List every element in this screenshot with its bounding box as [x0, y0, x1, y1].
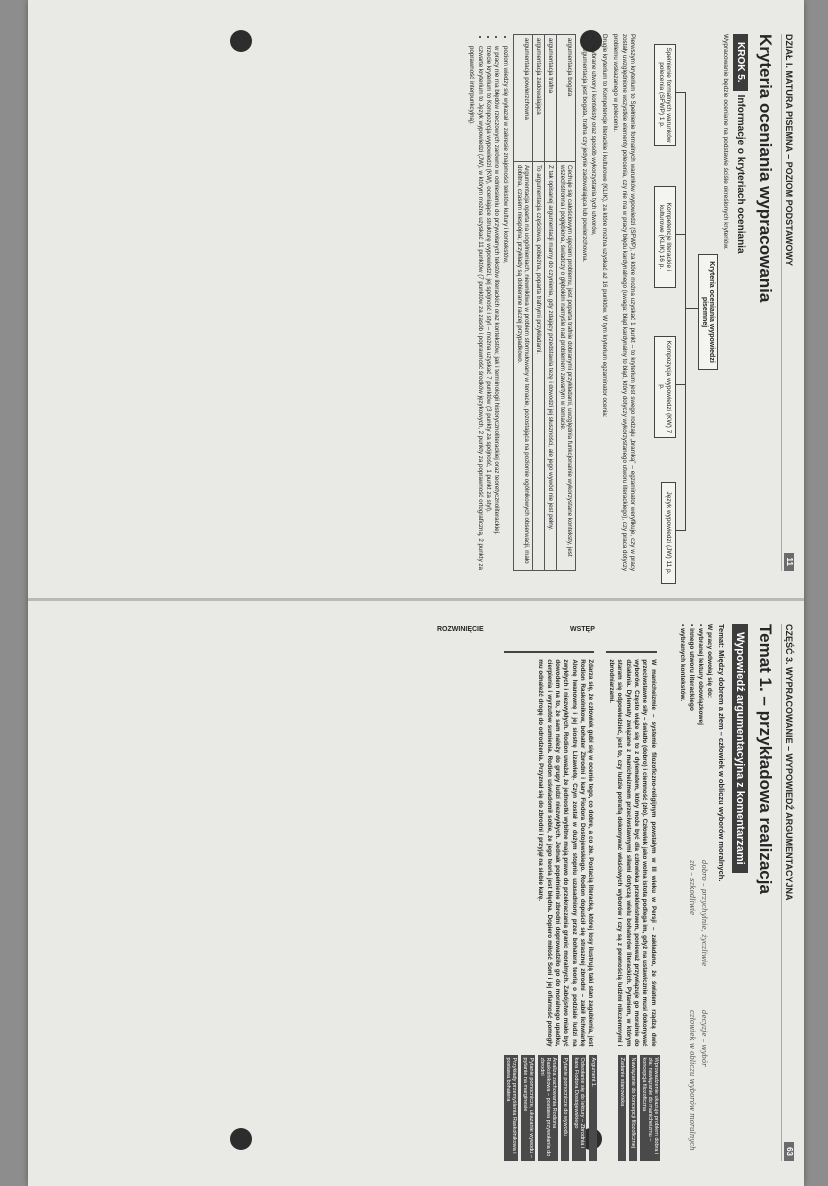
- book-spine: [28, 598, 804, 601]
- requirement-line: • wybranych kontekstów.: [678, 624, 686, 702]
- introduction-paragraph: W manicheizmie – systemie filozoficzno-religijnym powstałym w III wieku w Persji – zakładano, że światem rządzą dwie przeciwstawne siły – światło (dobro) i ciemność (zło). Człowiek jako wolna istota podlega im, gdyż na ustawicznie musi dokonywać wyborów. Często wiąże się to z dylematem, który może być dla człowieka przekleństwem, ponieważ przywiązuje go moralnie do działania. Dylematy związane z manicheizmem przeciwstawnymi siłami dotyczą wielu bohaterów literackich. Pytaniem, w którym staram się odpowiedzieć, jest to, czy ludzie potrafią dokonywać właściwych wyborów i czy są z pewnością ludźmi nikczemnymi i zbrodniarzami.: [606, 651, 656, 1046]
- table-row: [544, 35, 556, 571]
- table-cell-desc: Z tak opisanej argumentacji mamy do czynienia, gdy zdający przedstawia tezę i dowodzi jej słuszności, ale jego wywód nie jest pełny.: [544, 162, 556, 571]
- bottom-page-number: 63: [784, 1142, 794, 1161]
- criteria-leaf-sfwp: Spełnienie formalnych warunków polecenia (SFWP) 1 p.: [654, 44, 676, 146]
- bullet-item: • trzecie kryterium to Kompozycja wypowiedzi (KW), oceniające strukturę wypowiedzi, jej spójność i styl – można uzyskać 7 punktów (3 punkty za spójność, 1 punkt za styl).: [484, 46, 492, 571]
- requirement-line: • innego utworu literackiego: [687, 624, 695, 711]
- intro-text: Wypracowanie będzie oceniane na podstawie ściśle określonych kryteriów.: [722, 34, 729, 250]
- side-note: Pytanie pomocnicze, ukazanie wywodu – pytanie na marginesie: [521, 1055, 535, 1161]
- requirement-line: • wybranej lektury obowiązkowej: [696, 624, 704, 725]
- bullet-item: • argumentacja jest bogata, trafna czy jedynie zadowalająca lub powierzchowna.: [580, 46, 588, 571]
- table-cell-label: argumentacja powierzchowna: [513, 35, 532, 162]
- criterion-1-paragraph: Pierwszym kryterium to Spełnienie formalnych warunków wypowiedzi (SFWP), za które można uzyskać 1 punkt – to kryterium jest swego rodzaju „bramką” – egzaminator weryfikuje, czy w pracy zostały uwzględnione wszystkie elementy polecenia, czy nie ma w pracy błędu kardynalnego (uwaga: błąd kardynalny to błąd, który dotyczy wykorzystanego utworu literackiego), czy praca dotyczy problemu wskazanego w poleceniu.: [612, 34, 636, 571]
- bottom-running-head: [781, 624, 794, 1161]
- table-row: [556, 35, 575, 571]
- bottom-page: [40, 610, 800, 1175]
- bullet-item: • poziom wiedzy się wykazał w zakresie znajomości tekstów kultury i kontekstów,: [500, 46, 508, 571]
- side-note: Wprowadzenie ukazuje problem dobra i zła: nawiązanie do manicheizmu – koncepcja filozoficzna: [640, 1055, 660, 1161]
- bullet-item: • czwarte kryterium to Język wypowiedzi (JW), w którym można uzyskać 11 punktów (7 punktów za zasób i poprawność środków językowych, 2 punkty za poprawność ortograficzną, 2 punkty za poprawność interpunkcyjną).: [467, 46, 484, 571]
- bottom-page-title: Temat 1. – przykładowa realizacja: [756, 624, 775, 894]
- essay-topic: Temat: Między dobrem a złem – człowiek w obliczu wyborów moralnych.: [717, 624, 726, 882]
- top-running-head: [781, 34, 794, 571]
- top-page-number: 11: [784, 553, 794, 571]
- label-wstep: WSTĘP: [569, 626, 595, 633]
- argumentation-table: [513, 34, 576, 571]
- side-note: Nawiązanie do koncepcji filozoficznej: [629, 1055, 637, 1161]
- table-cell-label: argumentacja bogata: [556, 35, 575, 162]
- section-title: Wypowiedź argumentacyjna z komentarzami: [732, 624, 748, 873]
- top-page-title: Kryteria oceniania wypracowania: [756, 34, 775, 303]
- side-note: Przykłady przemyślenia Raskolnikowa i postawa bohatera: [504, 1055, 518, 1161]
- handwritten-note: zło – szkodliwie: [688, 860, 696, 916]
- bullet-item: • wybrane utwory i konteksty oraz sposób wykorzystania tych utworów,: [588, 46, 596, 571]
- table-cell-desc: To argumentacja częściowa, pobieżna, poparta trafnymi przykładami.: [532, 162, 544, 571]
- top-page: [40, 20, 800, 585]
- criteria-tree: [640, 34, 718, 575]
- criterion-2-bullets: [580, 46, 597, 571]
- table-cell-desc: Argumentacja oparta na uogólnieniach, niewnikliwa w problem sformułowany w temacie, pozostająca na poziomie ogólnikowych obserwacji, mało dobitna, czasem niespójna; przykłady są dobierane raczej przypadkowo.: [513, 162, 532, 571]
- side-note: Argument 1.: [589, 1055, 597, 1161]
- remaining-criteria-bullets: [467, 46, 509, 571]
- handwritten-note: decyzje – wybór: [700, 1010, 708, 1067]
- development-paragraph: Zdarza się, że człowiek gubi się w ocenie tego, co dobre, a co złe. Postacią literacką, której losy ilustrują taki stan zagubienia, jest Rodion Raskolnikow, bohater Zbrodni i kary Fiodora Dostojewskiego. Rodion dopuścił się strasznej zbrodni – zabił lichwiarkę Alonę Iwanownę i jej siostrę Lizawietę. Czyn został w dużym stopniu uzasadniony przez bohatera teorią o podziale ludzi na zwykłych i niezwykłych. Rodion uważał, że jednostki wybitne mają prawo do przekraczania granic moralnych. Zabójstwo miało być dowodem na to, że sam należy do grupy ludzi niezwykłych. Jednak popełnienie zbrodni doprowadziło go do moralnego upadku, cierpienia i wyrzutów sumienia. Rodion uświadomił sobie, że jego teoria jest błędna. Dopiero miłość Soni i jej ofiarność pomogły mu odnaleźć drogę do odrodzenia. Przyznał się do zbrodni i przyjął na siebie karę.: [504, 651, 594, 1046]
- side-note: Pytanie pomocnicze do wywodu: [561, 1055, 569, 1161]
- handwritten-note: człowiek w obliczu wyborów moralnych: [688, 1010, 696, 1151]
- table-cell-label: argumentacja trafna: [544, 35, 556, 162]
- table-row: [513, 35, 532, 571]
- krok-label: KROK 5.: [733, 34, 748, 91]
- criteria-leaf-jw: Język wypowiedzi (JW) 11 p.: [661, 482, 676, 584]
- criterion-2-paragraph: Drugie kryterium to Kompetencje literackie i kulturowe (KLIK), za które można uzyskać aż 16 punktów. W tym kryterium egzaminator ocenia:: [600, 34, 608, 418]
- table-row: [532, 35, 544, 571]
- criteria-leaf-klik: Kompetencje literackie i kulturowe (KLIK) 16 p.: [654, 186, 676, 288]
- bottom-header-text: CZĘŚĆ 3. WYPRACOWANIE – WYPOWIEDŹ ARGUMENTACYJNA: [784, 624, 794, 901]
- side-note: Odwołanie się do lektury – Zbrodnia i kara Fiodora Dostojewskiego: [572, 1055, 586, 1161]
- label-rozwiniecie: ROZWINIĘCIE: [437, 626, 485, 633]
- krok-text: Informacje o kryteriach oceniania: [735, 94, 746, 254]
- side-note: Analiza zachowania Rodiona Raskolnikowa – postawa przywołania do zbrodni: [538, 1055, 558, 1161]
- requirement-line: W pracy odwołaj się do:: [706, 624, 713, 699]
- table-cell-label: argumentacja zadowalająca: [532, 35, 544, 162]
- top-header-text: DZIAŁ I. MATURA PISEMNA – POZIOM PODSTAWOWY: [784, 34, 794, 266]
- table-cell-desc: Cechuje się całościowym ujęciem problemu, jest poparta trafnie dobranymi przykładami, uwzględnia funkcjonalnie wykorzystane konteksty, jest wszechstronna i pogłębiona, świadczy o głębokim namyśle nad problemem zawartym w temacie.: [556, 162, 575, 571]
- handwritten-note: dobro – przychylnie, życzliwie: [700, 860, 708, 967]
- bullet-item: • w pracy nie ma błędów rzeczowych zarówno w odniesieniu do przywołanych tekstów literackich oraz kontekstów, jak i terminologii historycznoliterackiej oraz teoretycznoliterackiej.: [492, 46, 500, 571]
- side-note: Zadanie stanowiska: [618, 1055, 626, 1161]
- criteria-root: Kryteria oceniania wypowiedzi pisemnej: [698, 254, 718, 370]
- criteria-leaf-kw: Kompozycja wypowiedzi (KW) 7 p.: [654, 336, 676, 438]
